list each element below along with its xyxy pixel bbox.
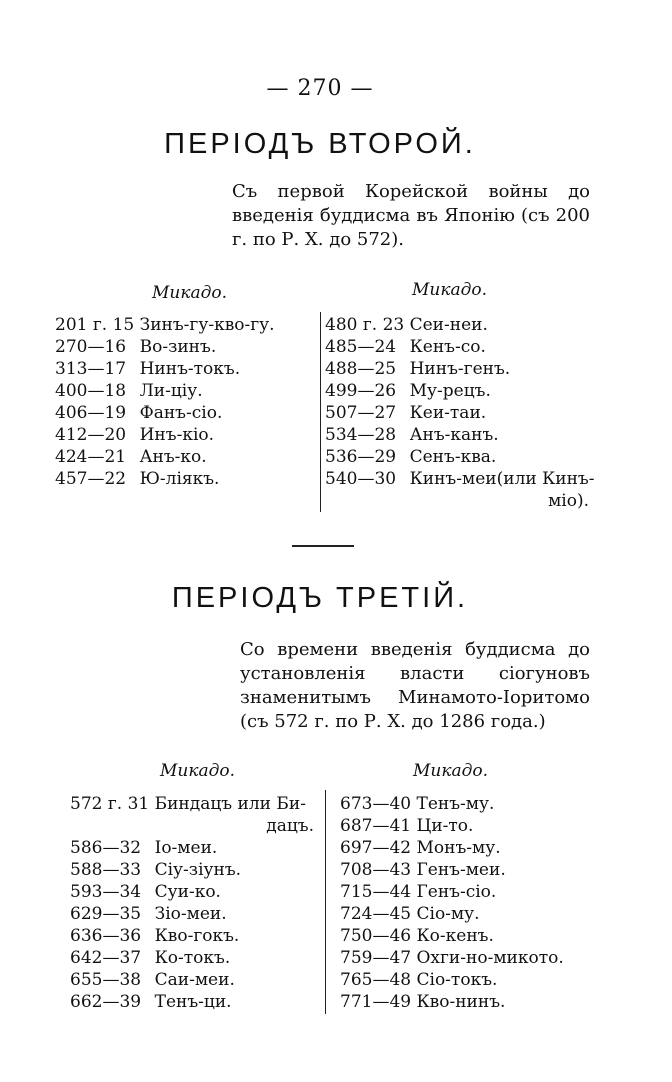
entry-name: Фанъ-сіо. xyxy=(139,403,223,423)
list-item xyxy=(340,793,600,815)
entry-name: Тенъ-ци. xyxy=(154,992,232,1012)
entry-name: Ко-токъ. xyxy=(154,948,231,968)
entry-name: Сенъ-ква. xyxy=(409,447,497,467)
entry-name: Генъ-меи. xyxy=(416,860,506,880)
entry-name: Ю-ліякъ. xyxy=(139,469,220,489)
entry-name: Кенъ-со. xyxy=(409,337,486,357)
entry-name: Анъ-канъ. xyxy=(409,425,499,445)
list-item xyxy=(325,446,595,468)
entry-number: 765—48 xyxy=(340,970,412,990)
list-item xyxy=(340,969,600,991)
entry-number: 662—39 xyxy=(70,992,142,1012)
list-item xyxy=(340,837,600,859)
mikado-list-left xyxy=(55,314,313,490)
column-heading-left: Микадо. xyxy=(152,283,228,303)
entry-name: Биндацъ или Би- xyxy=(154,794,306,814)
entry-name: Сеи-неи. xyxy=(409,315,488,335)
entry-name: Анъ-ко. xyxy=(139,447,207,467)
column-divider xyxy=(320,312,321,512)
list-item xyxy=(70,925,320,947)
entry-name: Ци-то. xyxy=(416,816,474,836)
entry-number: 593—34 xyxy=(70,882,142,902)
entry-name: Монъ-му. xyxy=(416,838,501,858)
entry-number: 457—22 xyxy=(55,469,127,489)
list-item xyxy=(55,468,313,490)
entry-number: 636—36 xyxy=(70,926,142,946)
list-item xyxy=(325,402,595,424)
list-item xyxy=(325,358,595,380)
entry-name: Тенъ-му. xyxy=(416,794,495,814)
list-item xyxy=(340,925,600,947)
list-item xyxy=(55,358,313,380)
entry-number: 540—30 xyxy=(325,469,397,489)
list-item xyxy=(340,815,600,837)
entry-name: Іо-меи. xyxy=(154,838,218,858)
entry-number: 534—28 xyxy=(325,425,397,445)
entry-number: 488—25 xyxy=(325,359,397,379)
entry-number: 708—43 xyxy=(340,860,412,880)
entry-name: Кво-нинъ. xyxy=(416,992,506,1012)
list-item xyxy=(70,837,320,859)
entry-name: Суи-ко. xyxy=(154,882,221,902)
entry-name: Ко-кенъ. xyxy=(416,926,494,946)
entry-number: 724—45 xyxy=(340,904,412,924)
list-item xyxy=(55,314,313,336)
list-item xyxy=(325,314,595,336)
entry-number: 771—49 xyxy=(340,992,412,1012)
entry-name: Сіу-зіунъ. xyxy=(154,860,242,880)
entry-number: 759—47 xyxy=(340,948,412,968)
entry-number: 673—40 xyxy=(340,794,412,814)
entry-name: Саи-меи. xyxy=(154,970,235,990)
entry-number: 313—17 xyxy=(55,359,127,379)
list-item xyxy=(70,969,320,991)
entry-name: Нинъ-токъ. xyxy=(139,359,241,379)
list-item xyxy=(55,380,313,402)
entry-name: Кинъ-меи(или Кинъ- xyxy=(409,469,595,489)
section-intro: Съ первой Корейской войны до введенія буддисма въ Японію (съ 200 г. по Р. Х. до 572). xyxy=(232,181,590,250)
entry-number: 536—29 xyxy=(325,447,397,467)
entry-name: Зинъ-гу-кво-гу. xyxy=(139,315,275,335)
entry-number: 485—24 xyxy=(325,337,397,357)
list-item xyxy=(70,991,320,1013)
entry-name: Инъ-кіо. xyxy=(139,425,215,445)
list-item xyxy=(70,903,320,925)
list-item xyxy=(70,947,320,969)
entry-number: 270—16 xyxy=(55,337,127,357)
list-item xyxy=(340,947,600,969)
list-item xyxy=(340,859,600,881)
period-title: ПЕРІОДЪ ТРЕТІЙ. xyxy=(171,582,469,614)
section-intro: Со времени введенія буддисма до установленія власти сіогуновъ знаменитымъ Минамото-Іоритомо (съ 572 г. по Р. Х. до 1286 года.) xyxy=(240,639,590,732)
list-item xyxy=(325,380,595,402)
section-divider xyxy=(292,545,354,547)
mikado-list-left xyxy=(70,793,320,1013)
list-item xyxy=(55,424,313,446)
mikado-list-right xyxy=(325,314,595,512)
entry-name: Сіо-му. xyxy=(416,904,480,924)
entry-number: 406—19 xyxy=(55,403,127,423)
entry-number: 588—33 xyxy=(70,860,142,880)
entry-number: 750—46 xyxy=(340,926,412,946)
entry-name: Кеи-таи. xyxy=(409,403,487,423)
entry-number: 655—38 xyxy=(70,970,142,990)
list-item xyxy=(55,446,313,468)
entry-name: Зіо-меи. xyxy=(154,904,227,924)
list-item xyxy=(55,336,313,358)
entry-name-continuation: міо). xyxy=(548,491,589,511)
column-heading-right: Микадо. xyxy=(413,761,489,781)
entry-name: Кво-гокъ. xyxy=(154,926,240,946)
entry-number: 572 г. 31 xyxy=(70,794,150,814)
entry-name: Нинъ-генъ. xyxy=(409,359,511,379)
entry-name: Генъ-сіо. xyxy=(416,882,497,902)
entry-number: 715—44 xyxy=(340,882,412,902)
entry-name-continuation: дацъ. xyxy=(266,816,314,836)
entry-number: 642—37 xyxy=(70,948,142,968)
list-item xyxy=(325,424,595,446)
entry-number: 507—27 xyxy=(325,403,397,423)
list-item xyxy=(325,468,595,512)
column-heading-left: Микадо. xyxy=(160,761,236,781)
entry-name: Ли-ціу. xyxy=(139,381,203,401)
entry-number: 201 г. 15 xyxy=(55,315,135,335)
entry-name: Сіо-токъ. xyxy=(416,970,498,990)
period-title: ПЕРІОДЪ ВТОРОЙ. xyxy=(164,128,476,160)
list-item xyxy=(55,402,313,424)
entry-name: Охги-но-микото. xyxy=(416,948,564,968)
list-item xyxy=(340,903,600,925)
entry-number: 499—26 xyxy=(325,381,397,401)
column-heading-right: Микадо. xyxy=(412,280,488,300)
entry-number: 424—21 xyxy=(55,447,127,467)
entry-name: Му-рецъ. xyxy=(409,381,491,401)
entry-number: 412—20 xyxy=(55,425,127,445)
entry-number: 629—35 xyxy=(70,904,142,924)
list-item xyxy=(70,793,320,837)
mikado-list-right xyxy=(340,793,600,1013)
list-item xyxy=(340,881,600,903)
entry-number: 586—32 xyxy=(70,838,142,858)
list-item xyxy=(70,881,320,903)
entry-number: 480 г. 23 xyxy=(325,315,405,335)
entry-number: 400—18 xyxy=(55,381,127,401)
list-item xyxy=(325,336,595,358)
entry-number: 687—41 xyxy=(340,816,412,836)
entry-number: 697—42 xyxy=(340,838,412,858)
column-divider xyxy=(325,790,326,1014)
entry-name: Во-зинъ. xyxy=(139,337,217,357)
list-item xyxy=(340,991,600,1013)
list-item xyxy=(70,859,320,881)
page-number: — 270 — xyxy=(266,76,374,101)
